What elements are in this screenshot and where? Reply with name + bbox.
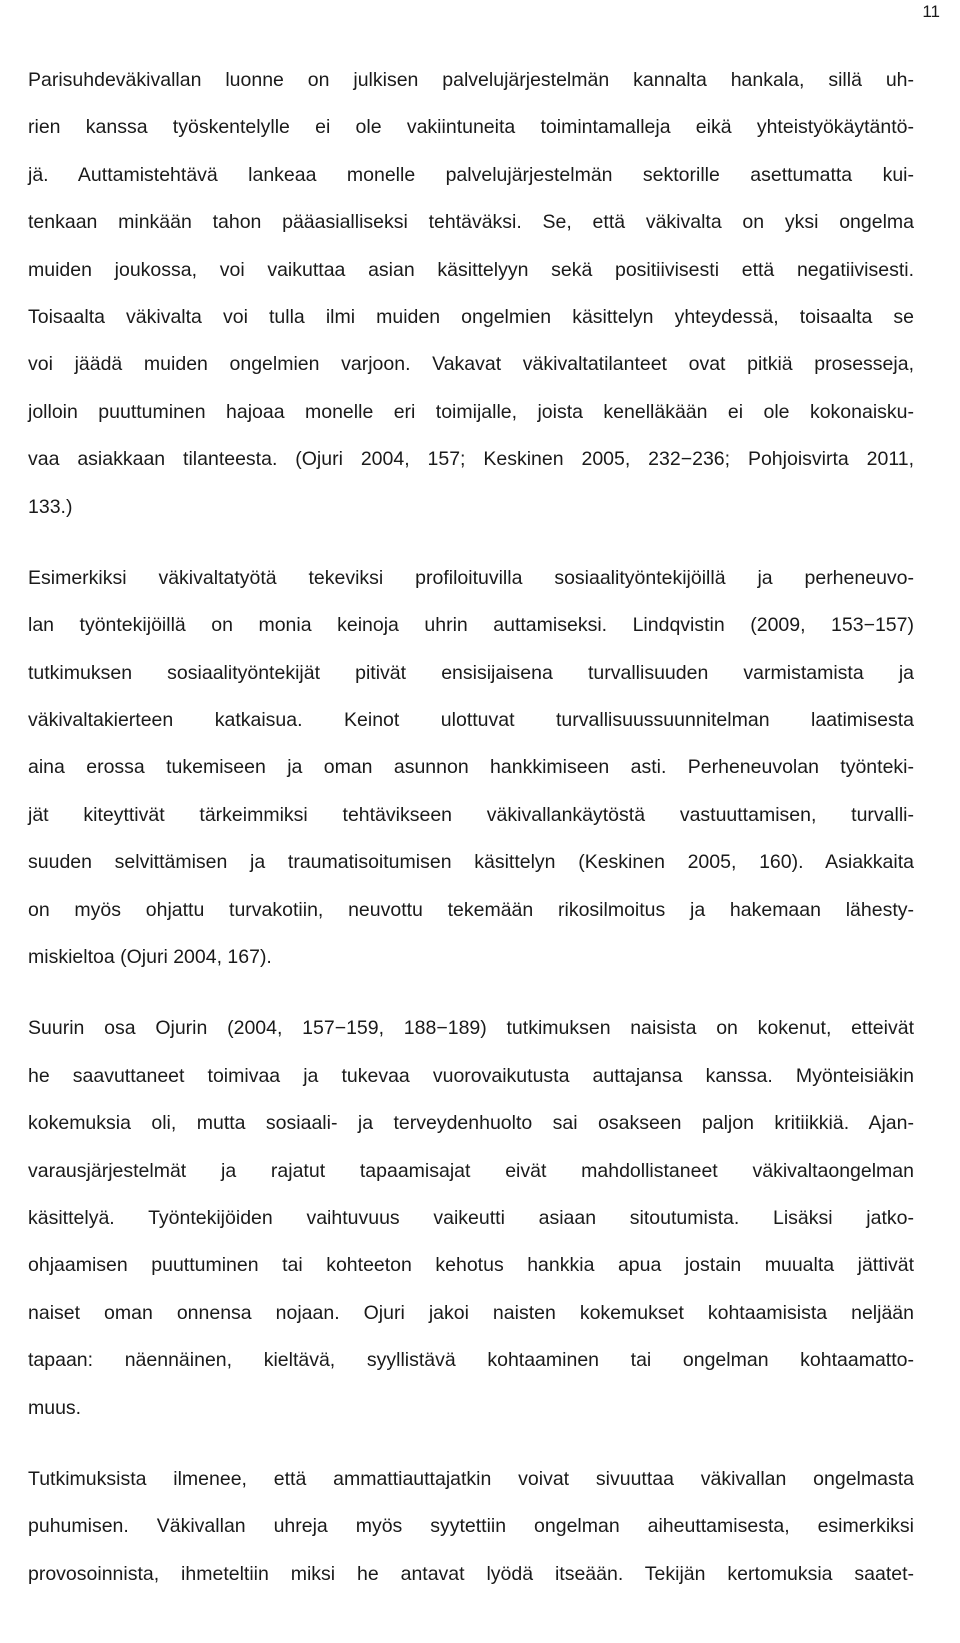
- text-line: muus.: [28, 1396, 82, 1419]
- text-line: voi jäädä muiden ongelmien varjoon. Vakavat väkivaltatilanteet ovat pitkiä prosesseja,: [28, 353, 914, 376]
- text-line: väkivaltakierteen katkaisua. Keinot ulottuvat turvallisuussuunnitelman laatimisesta: [28, 709, 914, 732]
- text-line: provosoinnista, ihmeteltiin miksi he antavat lyödä itseään. Tekijän kertomuksia saatet-: [28, 1562, 914, 1585]
- text-line: vaa asiakkaan tilanteesta. (Ojuri 2004, 157; Keskinen 2005, 232−236; Pohjoisvirta 2011,: [28, 448, 914, 471]
- text-line: kokemuksia oli, mutta sosiaali- ja terveydenhuolto sai osakseen paljon kritiikkiä. Ajan-: [28, 1112, 914, 1135]
- text-line: miskieltoa (Ojuri 2004, 167).: [28, 946, 272, 969]
- paragraph-4: [28, 1456, 914, 1598]
- text-line: Toisaalta väkivalta voi tulla ilmi muiden ongelmien käsittelyn yhteydessä, toisaalta se: [28, 305, 914, 328]
- text-line: lan työntekijöillä on monia keinoja uhrin auttamiseksi. Lindqvistin (2009, 153−157): [28, 614, 914, 637]
- paragraph-gap: [28, 981, 914, 1005]
- text-line: tenkaan minkään tahon pääasialliseksi tehtäväksi. Se, että väkivalta on yksi ongelma: [28, 211, 914, 234]
- text-line: on myös ohjattu turvakotiin, neuvottu tekemään rikosilmoitus ja hakemaan lähesty-: [28, 898, 914, 921]
- text-line: jät kiteyttivät tärkeimmiksi tehtävikseen väkivallankäytöstä vastuuttamisen, turvalli-: [28, 803, 914, 826]
- paragraph-1: [28, 57, 914, 531]
- text-line: tutkimuksen sosiaalityöntekijät pitivät ensisijaisena turvallisuuden varmistamista ja: [28, 661, 914, 684]
- text-line: tapaan: näennäinen, kieltävä, syyllistävä kohtaaminen tai ongelman kohtaamatto-: [28, 1349, 914, 1372]
- text-line: suuden selvittämisen ja traumatisoitumisen käsittelyn (Keskinen 2005, 160). Asiakkaita: [28, 851, 914, 874]
- text-line: 133.): [28, 495, 73, 518]
- text-line: muiden joukossa, voi vaikuttaa asian käsittelyyn sekä positiivisesti että negatiivisesti.: [28, 258, 914, 281]
- text-line: Esimerkiksi väkivaltatyötä tekeviksi profiloituvilla sosiaalityöntekijöillä ja perheneuvo-: [28, 566, 914, 589]
- text-line: varausjärjestelmät ja rajatut tapaamisajat eivät mahdollistaneet väkivaltaongelman: [28, 1159, 914, 1182]
- paragraph-gap: [28, 531, 914, 555]
- text-line: rien kanssa työskentelylle ei ole vakiintuneita toimintamalleja eikä yhteistyökäytäntö-: [28, 116, 914, 139]
- text-line: Suurin osa Ojurin (2004, 157−159, 188−189) tutkimuksen naisista on kokenut, etteivät: [28, 1017, 914, 1040]
- paragraph-gap: [28, 1432, 914, 1456]
- text-line: aina erossa tukemiseen ja oman asunnon hankkimiseen asti. Perheneuvolan työnteki-: [28, 756, 914, 779]
- text-line: Tutkimuksista ilmenee, että ammattiauttajatkin voivat sivuuttaa väkivallan ongelmasta: [28, 1467, 914, 1490]
- text-line: ohjaamisen puuttuminen tai kohteeton kehotus hankkia apua jostain muualta jättivät: [28, 1254, 914, 1277]
- paragraph-3: [28, 1005, 914, 1432]
- text-line: jä. Auttamistehtävä lankeaa monelle palvelujärjestelmän sektorille asettumatta kui-: [28, 163, 914, 186]
- document-body: [28, 57, 914, 1598]
- text-line: Parisuhdeväkivallan luonne on julkisen palvelujärjestelmän kannalta hankala, sillä uh-: [28, 69, 914, 91]
- text-line: he saavuttaneet toimivaa ja tukevaa vuorovaikutusta auttajansa kanssa. Myönteisiäkin: [28, 1064, 914, 1087]
- text-line: naiset oman onnensa nojaan. Ojuri jakoi naisten kokemukset kohtaamisista neljään: [28, 1301, 914, 1324]
- text-line: puhumisen. Väkivallan uhreja myös syytettiin ongelman aiheuttamisesta, esimerkiksi: [28, 1515, 914, 1538]
- text-line: käsittelyä. Työntekijöiden vaihtuvuus vaikeutti asiaan sitoutumista. Lisäksi jatko-: [28, 1206, 914, 1229]
- text-line: jolloin puuttuminen hajoaa monelle eri toimijalle, joista kenelläkään ei ole kokonaisku-: [28, 400, 914, 423]
- page-number: 11: [922, 2, 940, 21]
- paragraph-2: [28, 555, 914, 982]
